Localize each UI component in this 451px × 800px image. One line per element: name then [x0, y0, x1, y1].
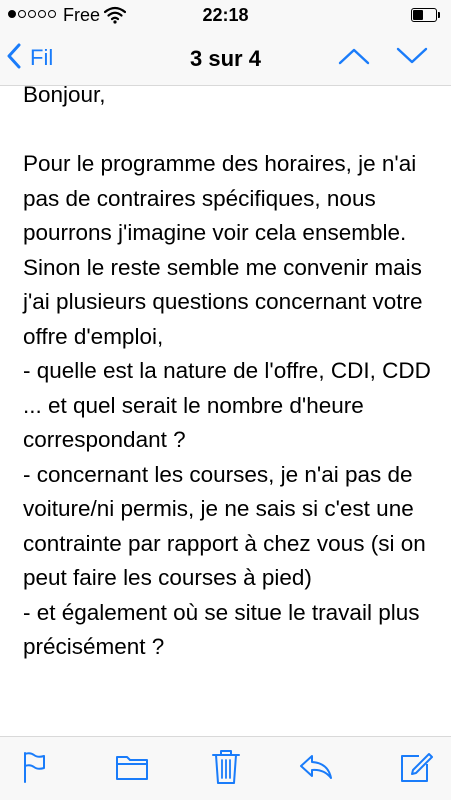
delete-button[interactable]	[206, 751, 246, 787]
battery-fill	[413, 10, 423, 20]
folder-icon	[115, 753, 149, 786]
next-message-button[interactable]	[392, 42, 432, 74]
nav-bar	[0, 30, 451, 86]
reply-icon	[298, 753, 334, 786]
chevron-down-icon	[396, 47, 428, 70]
battery-nub	[438, 12, 440, 18]
bottom-toolbar	[0, 736, 451, 800]
reply-button[interactable]	[296, 751, 336, 787]
battery-icon	[411, 8, 441, 22]
back-label: Fil	[30, 45, 54, 70]
move-to-folder-button[interactable]	[112, 751, 152, 787]
flag-icon	[20, 751, 48, 788]
message-body[interactable]	[0, 86, 451, 736]
trash-icon	[211, 749, 241, 790]
page-title: 3 sur 4	[190, 46, 261, 71]
status-bar	[0, 0, 451, 30]
compose-button[interactable]	[396, 751, 436, 787]
flag-button[interactable]	[14, 751, 54, 787]
chevron-up-icon	[338, 47, 370, 70]
compose-icon	[399, 750, 433, 789]
carrier-name: Free	[63, 5, 101, 25]
status-time: 22:18	[202, 5, 249, 25]
message-text: Bonjour, Pour le programme des horaires, je n'ai pas de contraires spécifiques, nous pourrons j'imagine voir cela ensemble. Sinon le reste semble me convenir mais j'ai plusieurs questions concernant votre offre d'emploi, - quelle est la nature de l'offre, CDI, CDD ... et quel serait le nombre d'heure correspondant ? - concernant les courses, je n'ai pas de voiture/ni permis, je ne sais si c'est une contrainte par rapport à chez vous (si on peut faire les courses à pied) - et également où se situe le travail plus précisément ?	[23, 86, 431, 659]
previous-message-button[interactable]	[334, 42, 374, 74]
